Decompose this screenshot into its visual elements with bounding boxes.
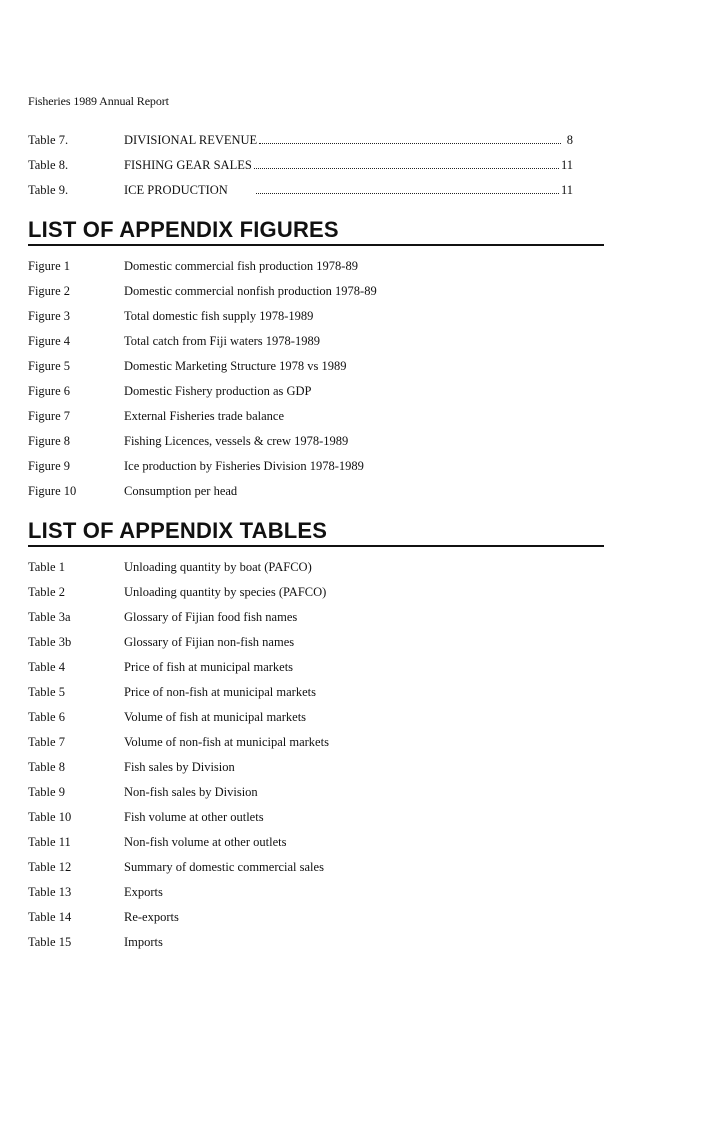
list-item — [28, 635, 588, 660]
figure-title: Domestic Marketing Structure 1978 vs 1989 — [124, 359, 347, 373]
list-item — [28, 785, 588, 810]
toc-title: ICE PRODUCTION — [124, 183, 228, 197]
table-label: Table 12 — [28, 860, 72, 874]
toc-title: FISHING GEAR SALES — [124, 158, 252, 172]
appendix-tables-list — [28, 560, 588, 960]
table-label: Table 2 — [28, 585, 65, 599]
table-label: Table 4 — [28, 660, 65, 674]
list-item — [28, 560, 588, 585]
table-title: Volume of fish at municipal markets — [124, 710, 307, 724]
figure-title: Fishing Licences, vessels & crew 1978-1989 — [124, 434, 349, 448]
toc-page-number: 8 — [566, 133, 573, 147]
table-title: Summary of domestic commercial sales — [124, 860, 324, 874]
table-title: Non-fish volume at other outlets — [124, 835, 287, 849]
table-title: Glossary of Fijian non-fish names — [124, 635, 295, 649]
toc-row — [28, 183, 573, 208]
figure-label: Figure 1 — [28, 259, 71, 273]
figure-title: Consumption per head — [124, 484, 238, 498]
table-label: Table 15 — [28, 935, 72, 949]
dot-leader — [254, 168, 559, 169]
list-item — [28, 910, 588, 935]
list-item — [28, 760, 588, 785]
table-title: Unloading quantity by boat (PAFCO) — [124, 560, 312, 574]
list-item — [28, 935, 588, 960]
list-item — [28, 835, 588, 860]
dot-leader — [256, 193, 559, 194]
table-title: Exports — [124, 885, 163, 899]
figure-title: Total domestic fish supply 1978-1989 — [124, 309, 314, 323]
table-label: Table 3a — [28, 610, 71, 624]
toc-row — [28, 133, 573, 158]
list-item — [28, 710, 588, 735]
table-label: Table 11 — [28, 835, 71, 849]
list-item — [28, 810, 588, 835]
toc-title: DIVISIONAL REVENUE — [124, 133, 258, 147]
figure-title: Domestic Fishery production as GDP — [124, 384, 312, 398]
list-item — [28, 459, 588, 484]
list-item — [28, 660, 588, 685]
appendix-tables-heading: LIST OF APPENDIX TABLES — [28, 518, 604, 547]
table-of-contents-tables — [28, 133, 573, 208]
table-label: Table 5 — [28, 685, 65, 699]
figure-title: External Fisheries trade balance — [124, 409, 284, 423]
figure-title: Ice production by Fisheries Division 1978-1989 — [124, 459, 364, 473]
list-item — [28, 735, 588, 760]
table-label: Table 13 — [28, 885, 72, 899]
table-title: Volume of non-fish at municipal markets — [124, 735, 329, 749]
toc-label: Table 7. — [28, 133, 69, 147]
toc-label: Table 8. — [28, 158, 69, 172]
figure-label: Figure 2 — [28, 284, 71, 298]
list-item — [28, 685, 588, 710]
table-title: Fish volume at other outlets — [124, 810, 264, 824]
table-label: Table 9 — [28, 785, 65, 799]
table-title: Price of non-fish at municipal markets — [124, 685, 316, 699]
list-item — [28, 284, 588, 309]
toc-row — [28, 158, 573, 183]
list-item — [28, 885, 588, 910]
figure-label: Figure 5 — [28, 359, 71, 373]
list-item — [28, 384, 588, 409]
list-item — [28, 860, 588, 885]
table-label: Table 6 — [28, 710, 65, 724]
list-item — [28, 610, 588, 635]
table-label: Table 1 — [28, 560, 65, 574]
figure-label: Figure 8 — [28, 434, 71, 448]
list-item — [28, 259, 588, 284]
list-item — [28, 309, 588, 334]
table-title: Non-fish sales by Division — [124, 785, 258, 799]
table-title: Re-exports — [124, 910, 179, 924]
table-title: Price of fish at municipal markets — [124, 660, 294, 674]
figure-title: Domestic commercial nonfish production 1978-89 — [124, 284, 377, 298]
figure-title: Total catch from Fiji waters 1978-1989 — [124, 334, 320, 348]
figure-label: Figure 4 — [28, 334, 71, 348]
dot-leader — [259, 143, 561, 144]
figure-label: Figure 7 — [28, 409, 71, 423]
running-header: Fisheries 1989 Annual Report — [28, 94, 169, 108]
toc-page-number: 11 — [560, 158, 573, 172]
figure-label: Figure 6 — [28, 384, 71, 398]
appendix-figures-heading: LIST OF APPENDIX FIGURES — [28, 217, 604, 246]
table-label: Table 7 — [28, 735, 65, 749]
list-item — [28, 334, 588, 359]
figure-label: Figure 3 — [28, 309, 71, 323]
table-title: Glossary of Fijian food fish names — [124, 610, 298, 624]
list-item — [28, 359, 588, 384]
figure-title: Domestic commercial fish production 1978-89 — [124, 259, 358, 273]
table-label: Table 3b — [28, 635, 72, 649]
list-item — [28, 434, 588, 459]
table-label: Table 8 — [28, 760, 65, 774]
list-item — [28, 409, 588, 434]
table-title: Fish sales by Division — [124, 760, 235, 774]
table-label: Table 14 — [28, 910, 72, 924]
list-item — [28, 484, 588, 509]
figure-label: Figure 10 — [28, 484, 77, 498]
toc-page-number: 11 — [560, 183, 573, 197]
table-label: Table 10 — [28, 810, 72, 824]
toc-label: Table 9. — [28, 183, 69, 197]
figure-label: Figure 9 — [28, 459, 71, 473]
table-title: Unloading quantity by species (PAFCO) — [124, 585, 327, 599]
table-title: Imports — [124, 935, 163, 949]
appendix-figures-list — [28, 259, 588, 509]
list-item — [28, 585, 588, 610]
